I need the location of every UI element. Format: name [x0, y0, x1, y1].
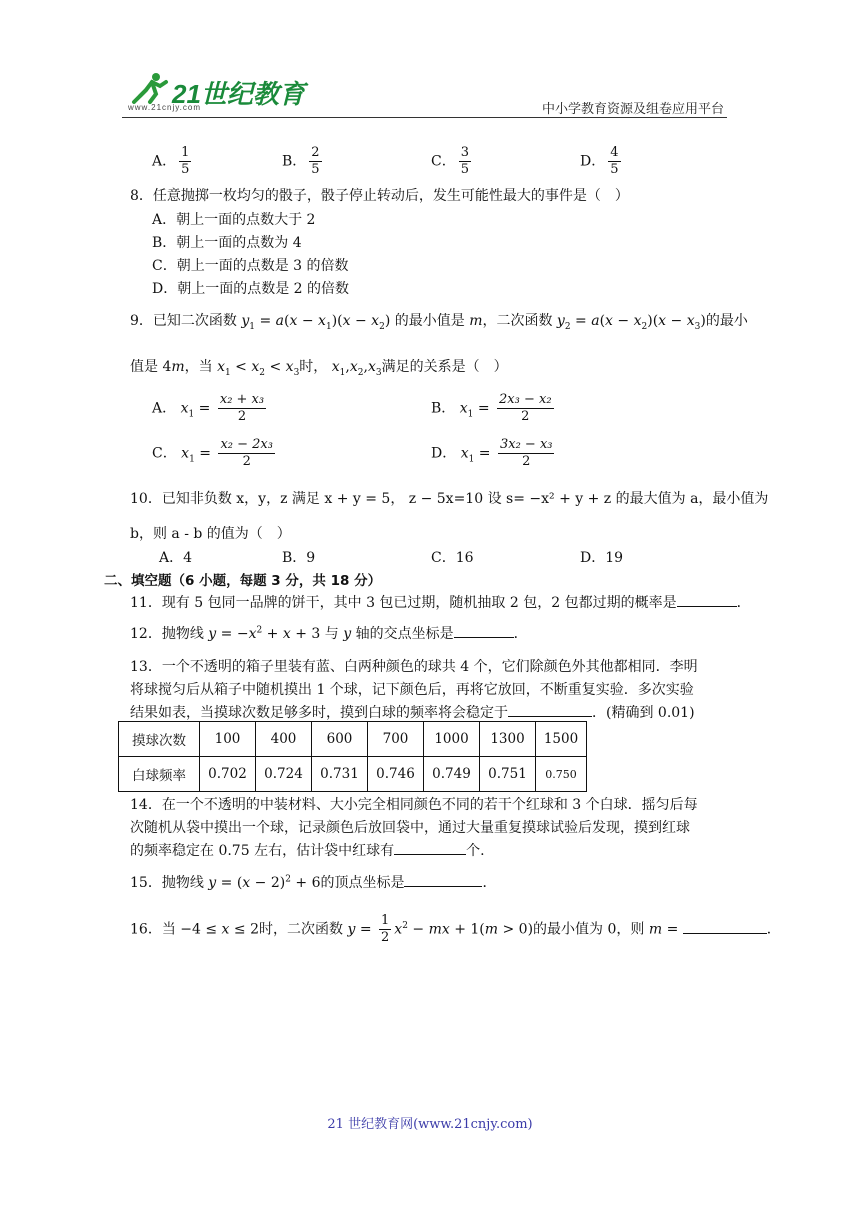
q9-option-d: D． $x_1$ = $\frac{\text{3x₂ − x₃}}{2}$ [431, 437, 553, 469]
header-divider [122, 117, 727, 118]
table-cell: 1300 [480, 722, 536, 757]
section-title: 二、填空题（6 小题，每题 3 分，共 18 分） [104, 573, 382, 589]
table-cell: 400 [256, 722, 312, 757]
q14-line3: 的频率稳定在 0.75 左右，估计袋中红球有 个. [130, 840, 485, 860]
q10-option-c: C．16 [431, 550, 474, 566]
q9-line2: 值是 4m，当 $x_1 < x_2 < x_3$时， $x_1,x_2,x_3$满足的关系是（ ） [130, 359, 508, 378]
q14-line2: 次随机从袋中摸出一个球，记录颜色后放回袋中，通过大量重复摸球试验后发现，摸到红球 [130, 820, 690, 836]
q11-text: 11．现有 5 包同一品牌的饼干，其中 3 包已过期，随机抽取 2 包，2 包都过期的概率是 ． [130, 592, 751, 612]
table-cell: 0.749 [424, 757, 480, 792]
q9-stem: 9．已知二次函数 $y_1 = a(x - x_1)(x - x_2)$ 的最小值是 m，二次函数 $y_2 = a(x - x_2)(x - x_3)$的最小 [130, 313, 748, 332]
table-cell: 0.751 [480, 757, 536, 792]
platform-name: 中小学教育资源及组卷应用平台 [541, 102, 724, 117]
fraction: $\frac{\text{2x₃ − x₂}}{2}$ [499, 392, 552, 424]
q10-line2: b，则 a - b 的值为（ ） [130, 526, 291, 542]
answer-blank [508, 702, 592, 717]
table-cell: 0.702 [200, 757, 256, 792]
fraction: $\frac{1}{2}$ [381, 913, 390, 945]
q13-line1: 13．一个不透明的箱子里装有蓝、白两种颜色的球共 4 个，它们除颜色外其他都相同．李明 [130, 659, 698, 675]
table-header-cell: 摸球次数 [119, 722, 200, 757]
q8-option-c: C．朝上一面的点数是 3 的倍数 [152, 258, 349, 274]
table-cell: 0.731 [312, 757, 368, 792]
logo-text: 21世纪教育 [172, 79, 305, 109]
table-cell: 1000 [424, 722, 480, 757]
q7-option-a: A． $\frac{1}{5}$ [152, 145, 190, 177]
answer-blank [683, 919, 767, 934]
table-cell: 600 [312, 722, 368, 757]
table-cell: 0.724 [256, 757, 312, 792]
table-cell: 1500 [536, 722, 587, 757]
q10-option-d: D．19 [580, 550, 624, 566]
fraction: $\frac{\text{3x₂ − x₃}}{2}$ [499, 437, 553, 469]
q12-text: 12．抛物线 $y = -x^2 + x + 3$ 与 y 轴的交点坐标是 ． [130, 623, 528, 643]
answer-blank [677, 592, 737, 607]
q8-option-d: D．朝上一面的点数是 2 的倍数 [152, 281, 350, 297]
logo-url: www.21cnjy.com [128, 103, 201, 112]
q7-option-c: C． $\frac{3}{5}$ [431, 145, 469, 177]
table-cell: 0.750 [536, 757, 587, 792]
answer-blank [394, 840, 466, 855]
q10-line1: 10．已知非负数 x，y，z 满足 x + y = 5， z − 5x=10 设 s= −x² + y + z 的最大值为 a，最小值为 [130, 491, 769, 507]
fraction: $\frac{2}{5}$ [311, 145, 320, 177]
answer-blank [404, 872, 482, 887]
frequency-table [118, 721, 587, 792]
q8-option-a: A．朝上一面的点数大于 2 [152, 212, 316, 228]
fraction: $\frac{\text{x₂ − 2x₃}}{2}$ [220, 437, 273, 469]
table-row [119, 722, 587, 757]
fraction: $\frac{\text{x₂ + x₃}}{2}$ [219, 392, 265, 424]
footer-link[interactable]: 21 世纪教育网(www.21cnjy.com) [327, 1117, 533, 1132]
q15-text: 15．抛物线 $y = (x - 2)^2 + 6$的顶点坐标是 ． [130, 872, 496, 892]
table-cell: 0.746 [368, 757, 424, 792]
q7-option-b: B． $\frac{2}{5}$ [282, 145, 320, 177]
q9-option-b: B． $x_1$ = $\frac{\text{2x₃ − x₂}}{2}$ [431, 392, 552, 424]
q14-line1: 14．在一个不透明的中装材料、大小完全相同颜色不同的若干个红球和 3 个白球．摇匀后每 [130, 797, 698, 813]
table-cell: 100 [200, 722, 256, 757]
q9-option-c: C． $x_1$ = $\frac{\text{x₂ − 2x₃}}{2}$ [152, 437, 273, 469]
q8-option-b: B．朝上一面的点数为 4 [152, 235, 302, 251]
table-header-cell: 白球频率 [119, 757, 200, 792]
q10-option-b: B．9 [282, 550, 316, 566]
fraction: $\frac{4}{5}$ [610, 145, 619, 177]
fraction: $\frac{3}{5}$ [460, 145, 469, 177]
table-cell: 700 [368, 722, 424, 757]
q10-option-a: A．4 [159, 550, 193, 566]
q7-option-d: D． $\frac{4}{5}$ [580, 145, 619, 177]
q13-line2: 将球搅匀后从箱子中随机摸出 1 个球，记下颜色后，再将它放回，不断重复实验．多次实验 [130, 682, 694, 698]
q16-text: 16．当 −4 ≤ x ≤ 2时，二次函数 y = $\frac{1}{2}$ $x^2$ − mx + 1(m > 0)的最小值为 0，则 m = ． [130, 913, 781, 945]
answer-blank [454, 623, 514, 638]
q13-line3: 结果如表，当摸球次数足够多时，摸到白球的频率将会稳定于 ．(精确到 0.01) [130, 702, 695, 722]
runner-logo-icon [126, 72, 172, 106]
q9-option-a: A． $x_1$ = $\frac{\text{x₂ + x₃}}{2}$ [152, 392, 265, 424]
fraction: $\frac{1}{5}$ [181, 145, 190, 177]
q8-stem: 8．任意抛掷一枚均匀的骰子，骰子停止转动后，发生可能性最大的事件是（ ） [130, 188, 629, 204]
table-row [119, 757, 587, 792]
